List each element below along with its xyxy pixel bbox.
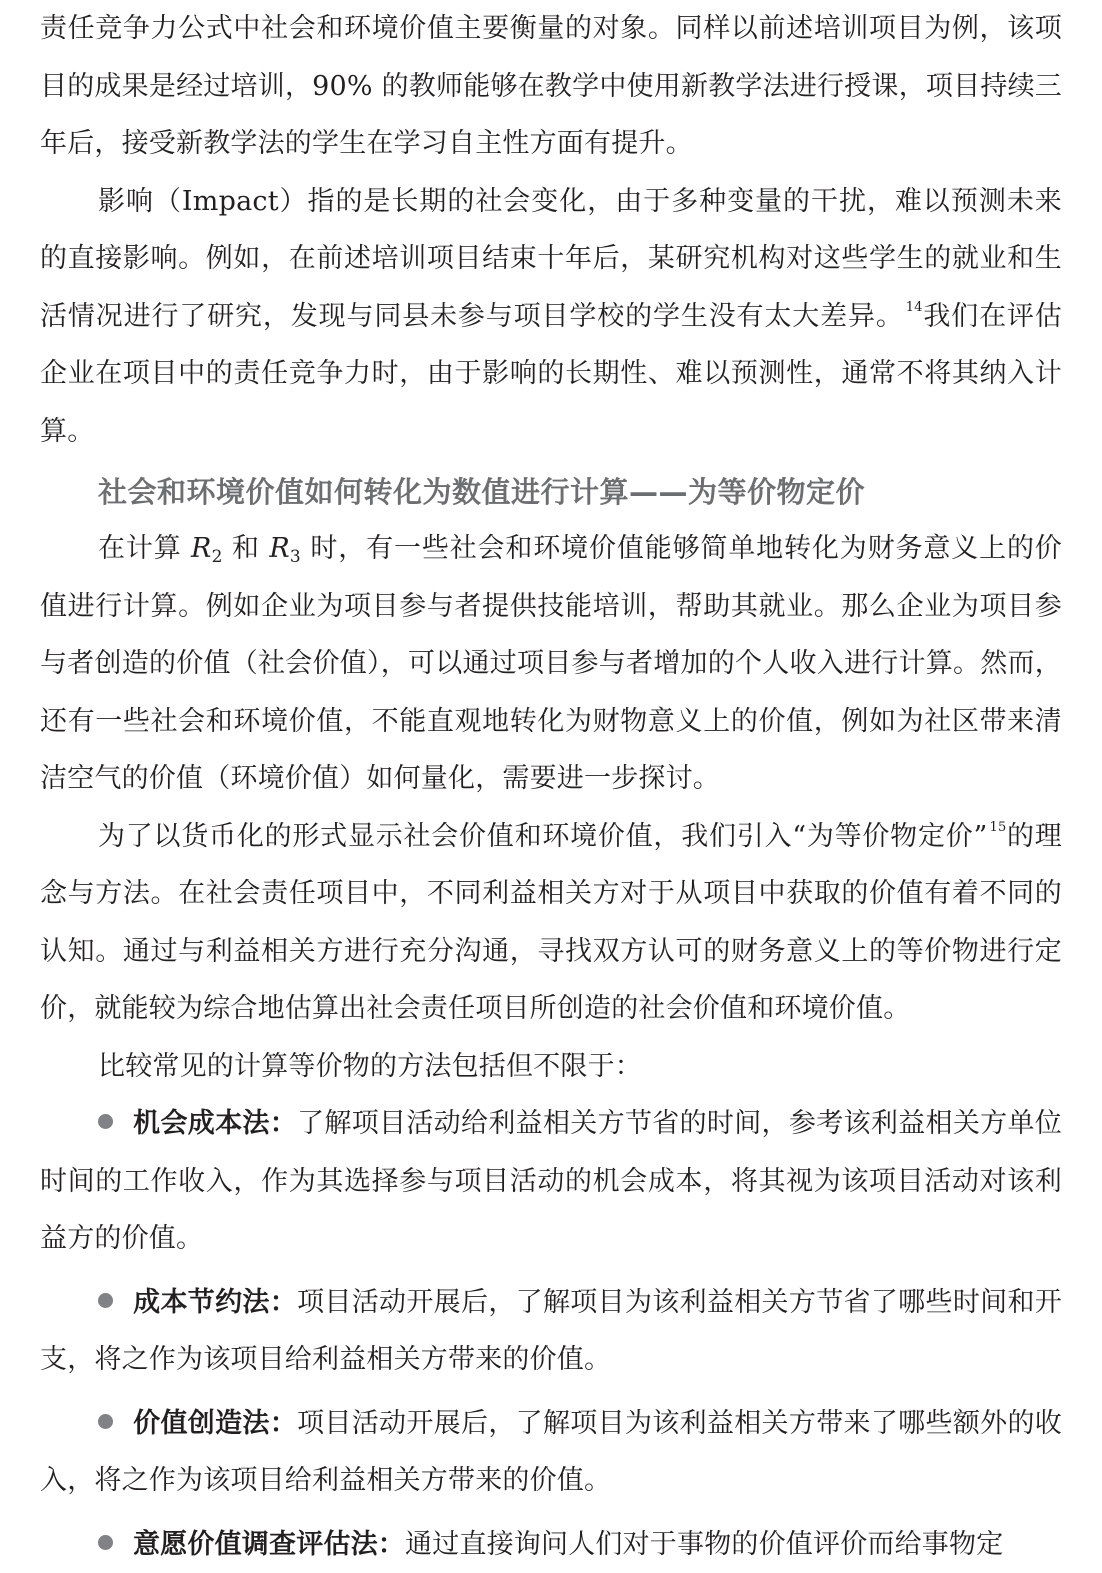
paragraph-impact (40, 173, 1062, 461)
subscript-3: 3 (290, 547, 301, 567)
variable-r: R (191, 533, 212, 564)
footnote-ref-15[interactable]: 15 (989, 820, 1006, 835)
paragraph-text: 为了以货币化的形式显示社会价值和环境价值，我们引入“为等价物定价” (98, 821, 987, 852)
paragraph-calculation (40, 520, 1062, 808)
method-term: 价值创造法： (133, 1408, 297, 1439)
paragraph-text: 我们在评估企业在项目中的责任竞争力时，由于影响的长期性、难以预测性，通常不将其纳入计算。 (40, 301, 1062, 447)
paragraph-outcome (40, 0, 1062, 173)
variable-r: R (269, 533, 290, 564)
paragraph-text: 影响（Impact）指的是长期的社会变化，由于多种变量的干扰，难以预测未来的直接影响。例如，在前述培训项目结束十年后，某研究机构对这些学生的就业和生活情况进行了研究，发现与同县未参与项目学校的学生没有太大差异。 (40, 186, 1062, 332)
method-term: 意愿价值调查评估法： (133, 1529, 405, 1560)
paragraph-text: 比较常见的计算等价物的方法包括但不限于： (98, 1051, 642, 1082)
bullet-icon (98, 1114, 113, 1129)
list-item (40, 1274, 1062, 1389)
document-page (40, 0, 1062, 1573)
methods-list (40, 1095, 1062, 1573)
paragraph-text: 和 (223, 533, 270, 564)
footnote-ref-14[interactable]: 14 (906, 300, 923, 315)
paragraph-text: 在计算 (98, 533, 191, 564)
method-description: 通过直接询问人们对于事物的价值评价而给事物定 (405, 1529, 1003, 1560)
section-heading: 社会和环境价值如何转化为数值进行计算——为等价物定价 (40, 464, 1062, 520)
list-item (40, 1095, 1062, 1268)
method-term: 机会成本法： (133, 1108, 297, 1139)
list-item (40, 1516, 1062, 1573)
paragraph-methods-intro (40, 1038, 1062, 1096)
list-item (40, 1395, 1062, 1510)
paragraph-pricing (40, 808, 1062, 1038)
paragraph-text: 的理念与方法。在社会责任项目中，不同利益相关方对于从项目中获取的价值有着不同的认知。通过与利益相关方进行充分沟通，寻找双方认可的财务意义上的等价物进行定价，就能较为综合地估算出社会责任项目所创造的社会价值和环境价值。 (40, 821, 1062, 1025)
method-description: 项目活动开展后，了解项目为该利益相关方带来了哪些额外的收入，将之作为该项目给利益相关方带来的价值。 (40, 1408, 1062, 1497)
paragraph-text: 责任竞争力公式中社会和环境价值主要衡量的对象。同样以前述培训项目为例，该项目的成果是经过培训，90% 的教师能够在教学中使用新教学法进行授课，项目持续三年后，接受新教学法的学生在学习自主性方面有提升。 (40, 13, 1062, 159)
subscript-2: 2 (212, 547, 223, 567)
paragraph-text: 时，有一些社会和环境价值能够简单地转化为财务意义上的价值进行计算。例如企业为项目参与者提供技能培训，帮助其就业。那么企业为项目参与者创造的价值（社会价值），可以通过项目参与者增加的个人收入进行计算。然而，还有一些社会和环境价值，不能直观地转化为财物意义上的价值，例如为社区带来清洁空气的价值（环境价值）如何量化，需要进一步探讨。 (40, 533, 1062, 794)
method-term: 成本节约法： (133, 1287, 297, 1318)
method-description: 项目活动开展后，了解项目为该利益相关方节省了哪些时间和开支，将之作为该项目给利益相关方带来的价值。 (40, 1287, 1062, 1376)
bullet-icon (98, 1414, 113, 1429)
method-description: 了解项目活动给利益相关方节省的时间，参考该利益相关方单位时间的工作收入，作为其选择参与项目活动的机会成本，将其视为该项目活动对该利益方的价值。 (40, 1108, 1062, 1254)
bullet-icon (98, 1535, 113, 1550)
bullet-icon (98, 1293, 113, 1308)
